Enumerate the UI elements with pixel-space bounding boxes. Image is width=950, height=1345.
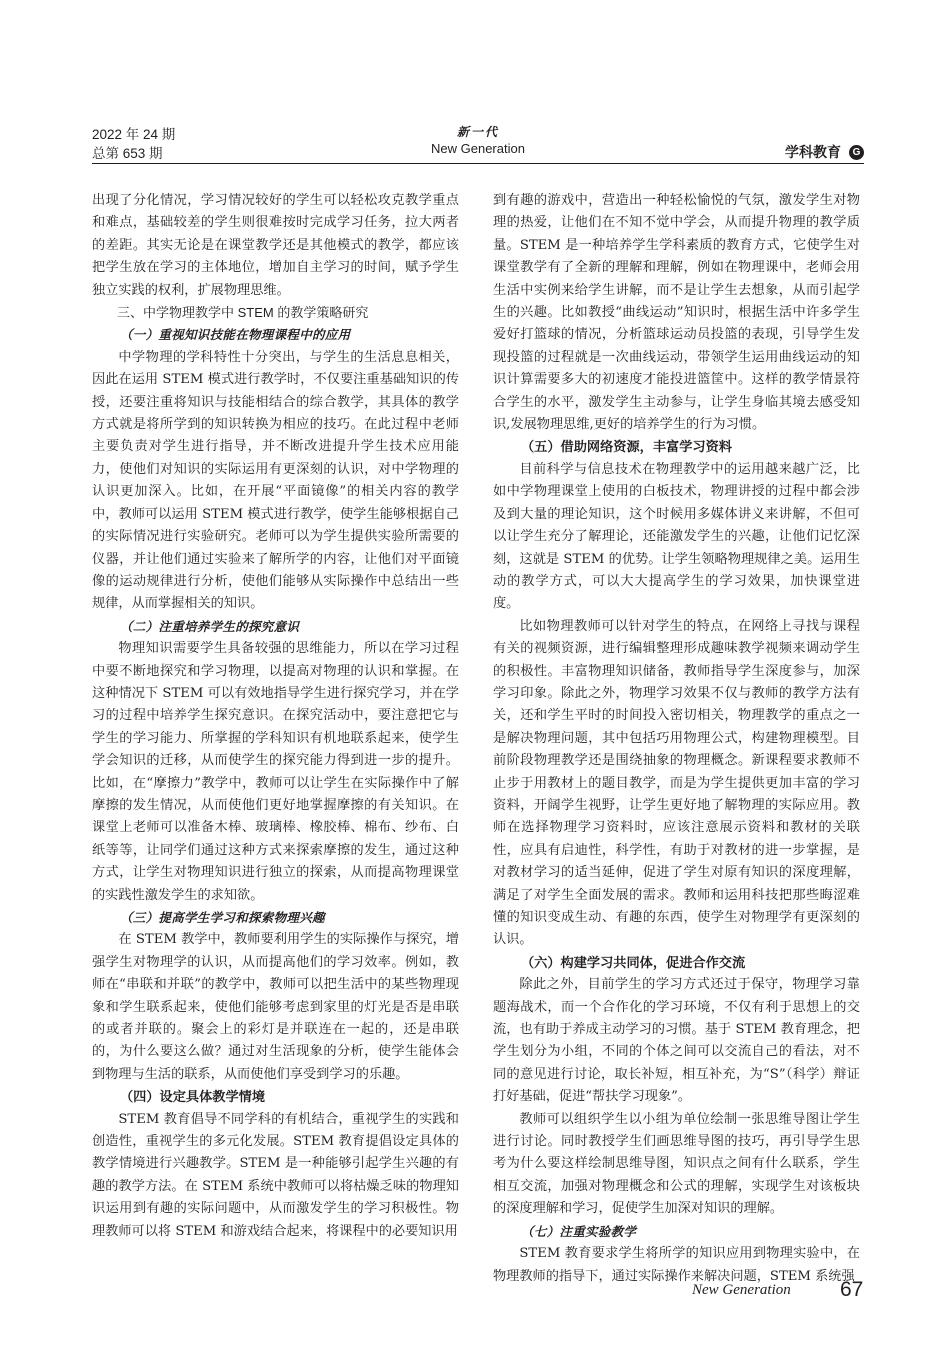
subsection-heading: （七）注重实验教学 <box>521 1223 637 1239</box>
body-paragraph: 在 STEM 教学中，教师要利用学生的实际操作与探究，增强学生对物理学的认识，从而提高他们的学习效率。例如，教师在“串联和并联”的教学中，教师可以把生活中的某些物理现象和学生联系起来，使他们能够考虑到家里的灯光是否是串联的或者并联的。聚会上的彩灯是并联连在一起的，还是串联的，为什么要这么做？通过对生活现象的分析，使学生能体会到物理与生活的联系，从而使他们享受到学习的乐趣。 <box>92 932 459 1082</box>
body-paragraph: STEM 教育要求学生将所学的知识应用到物理实验中，在物理教师的指导下，通过实际操作来解决问题，STEM 系统强 <box>493 1246 860 1284</box>
journal-masthead <box>392 124 564 158</box>
subsection-heading-bold: （五）借助网络资源，丰富学习资料 <box>521 439 732 455</box>
page-header <box>92 122 864 164</box>
body-paragraph: 比如物理教师可以针对学生的特点，在网络上寻找与课程有关的视频资源，进行编辑整理形成趣味教学视频来调动学生的积极性。丰富物理知识储备，教师指导学生深度参与，加深学习印象。除此之外，物理学习效果不仅与教师的教学方法有关，还和学生平时的时间投入密切相关，物理教学的重点之一是解决物理问题，其中包括巧用物理公式，构建物理模型。目前阶段物理教学还是围绕抽象的物理概念。新课程要求教师不止步于用教材上的题目教学，而是为学生提供更加丰富的学习资料，开阔学生视野，让学生更好地了解物理的实际应用。教师在选择物理学习资料时，应该注意展示资料和教材的关联性，应具有启迪性，科学性，有助于对教材的进一步掌握，是对教材学习的适当延伸，促进了学生对原有知识的深度理解，满足了对学生全面发展的需求。教师和运用科技把那些晦涩难懂的知识变成生动、有趣的东西，使学生对物理学有更深刻的认识。 <box>493 618 860 948</box>
section-title: 学科教育 <box>785 144 841 160</box>
subsection-heading-bold: （六）构建学习共同体，促进合作交流 <box>521 954 746 970</box>
section-heading: 三、中学物理教学中 STEM 的教学策略研究 <box>117 305 369 321</box>
body-paragraph: 物理知识需要学生具备较强的思维能力，所以在学习过程中要不断地探究和学习物理，以提高对物理的认识和掌握。在这种情况下 STEM 可以有效地指导学生进行探究学习，并在学习的过程中培养学生探究意识。在探究活动中，要注意把它与学生的学习能力、所掌握的学科知识有机地联系起来，使学生学会知识的迁移，从而使学生的探究能力得到进一步的提升。比如，在“摩擦力”教学中，教师可以让学生在实际操作中了解摩擦的发生情况，从而使他们更好地掌握摩擦的有关知识。在课堂上老师可以准备木棒、玻璃棒、橡胶棒、棉布、纱布、白纸等等，让同学们通过这种方式来探索摩擦的发生，通过这种方式，让学生对物理知识进行独立的探索，从而提高物理课堂的实践性激发学生的求知欲。 <box>92 641 459 903</box>
issue-number: 2022 年 24 期 <box>92 127 176 142</box>
journal-logo-cn: 新一代 <box>456 125 499 139</box>
subsection-heading: （二）注重培养学生的探究意识 <box>120 618 300 634</box>
body-paragraph: 除此之外，目前学生的学习方式还过于保守，物理学习靠题海战术，而一个合作化的学习环境，不仅有利于思想上的交流，也有助于养成主动学习的习惯。基于 STEM 教育理念，把学生划分为小组，不同的个体之间可以交流自己的看法，对不同的意见进行讨论，取长补短，相互补充，为“S”（科学）辩证打好基础，促进“帮扶学习现象”。 <box>493 977 860 1105</box>
body-paragraph: 出现了分化情况，学习情况较好的学生可以轻松攻克教学重点和难点，基础较差的学生则很难按时完成学习任务，拉大两者的差距。其实无论是在课堂教学还是其他模式的教学，都应该把学生放在学习的主体地位，增加自主学习的时间，赋予学生独立实践的权利，扩展物理思维。 <box>92 193 459 298</box>
right-column <box>493 190 860 1288</box>
subsection-heading: （三）提高学生学习和探索物理兴趣 <box>120 910 325 925</box>
body-paragraph: STEM 教育倡导不同学科的有机结合，重视学生的实践和创造性，重视学生的多元化发展。STEM 教育提倡设定具体的教学情境进行兴趣教学。STEM 是一种能够引起学生兴趣的有趣的教学方法。在 STEM 系统中教师可以将枯燥乏味的物理知识运用到有趣的实际问题中，从而激发学生的学习积极性。物理教师可以将 STEM 和游戏结合起来，将课程中的必要知识用 <box>92 1111 459 1239</box>
body-paragraph: 目前科学与信息技术在物理教学中的运用越来越广泛，比如中学物理课堂上使用的白板技术，物理讲授的过程中都会涉及到大量的理论知识，这个时候用多媒体讲义来讲解，不但可以让学生充分了解理论，还能激发学生的兴趣，让他们记忆深刻，这就是 STEM 的优势。让学生领略物理规律之美。运用生动的教学方式，可以大大提高学生的学习效果，加快课堂进度。 <box>493 461 860 612</box>
body-paragraph: 教师可以组织学生以小组为单位绘制一张思维导图让学生进行讨论。同时教授学生们画思维导图的技巧，再引导学生思考为什么要这样绘制思维导图，知识点之间有什么联系，学生相互交流，加强对物理概念和公式的理解，实现学生对该板块的深度理解和学习，促使学生加深对知识的理解。 <box>493 1111 860 1217</box>
page-number: 67 <box>840 1278 864 1301</box>
subsection-heading-bold: （四）设定具体教学情境 <box>120 1089 266 1105</box>
total-issue-number: 总第 653 期 <box>92 146 163 161</box>
section-circle-icon: G <box>849 145 864 160</box>
body-paragraph: 到有趣的游戏中，营造出一种轻松愉悦的气氛，激发学生对物理的热爱，让他们在不知不觉中学会，从而提升物理的教学质量。STEM 是一种培养学生学科素质的教育方式，它使学生对课堂教学有了全新的理解和理解，例如在物理课中，老师会用生活中实例来给学生讲解，而不是让学生去想象，从而引起学生的兴趣。比如教授“曲线运动”知识时，根据生活中许多学生爱好打篮球的情况，分析篮球运动员投篮的表现，引导学生发现投篮的过程就是一次曲线运动，带领学生运用曲线运动的知识计算需要多大的初速度才能投进篮筐中。这样的教学情景符合学生的水平，激发学生主动参与，让学生身临其境去感受知识,发展物理思维,更好的培养学生的行为习惯。 <box>493 193 860 433</box>
body-paragraph: 中学物理的学科特性十分突出，与学生的生活息息相关，因此在运用 STEM 模式进行教学时，不仅要注重基础知识的传授，还要注重将知识与技能相结合的综合教学，其具体的教学方式就是将所学到的知识转换为相应的技巧。在此过程中老师主要负责对学生进行指导，并不断改进提升学生技术应用能力，使他们对知识的实际运用有更深刻的认识，对中学物理的认识更加深入。比如，在开展“平面镜像”的相关内容的教学中，教师可以运用 STEM 模式进行教学，使学生能够根据自己的实际情况进行实验研究。老师可以为学生提供实验所需要的仪器，并让他们通过实验来了解所学的内容，让他们对平面镜像的运动规律进行分析，使他们能够从实际操作中总结出一些规律，从而掌握相关的知识。 <box>92 349 459 612</box>
issue-info <box>92 125 175 163</box>
left-column <box>92 190 459 1243</box>
footer-journal-name: New Generation <box>692 1282 791 1298</box>
journal-name-en: New Generation <box>431 141 525 156</box>
header-divider <box>92 163 864 164</box>
subsection-heading: （一）重视知识技能在物理课程中的应用 <box>120 327 351 343</box>
section-label <box>785 142 864 162</box>
